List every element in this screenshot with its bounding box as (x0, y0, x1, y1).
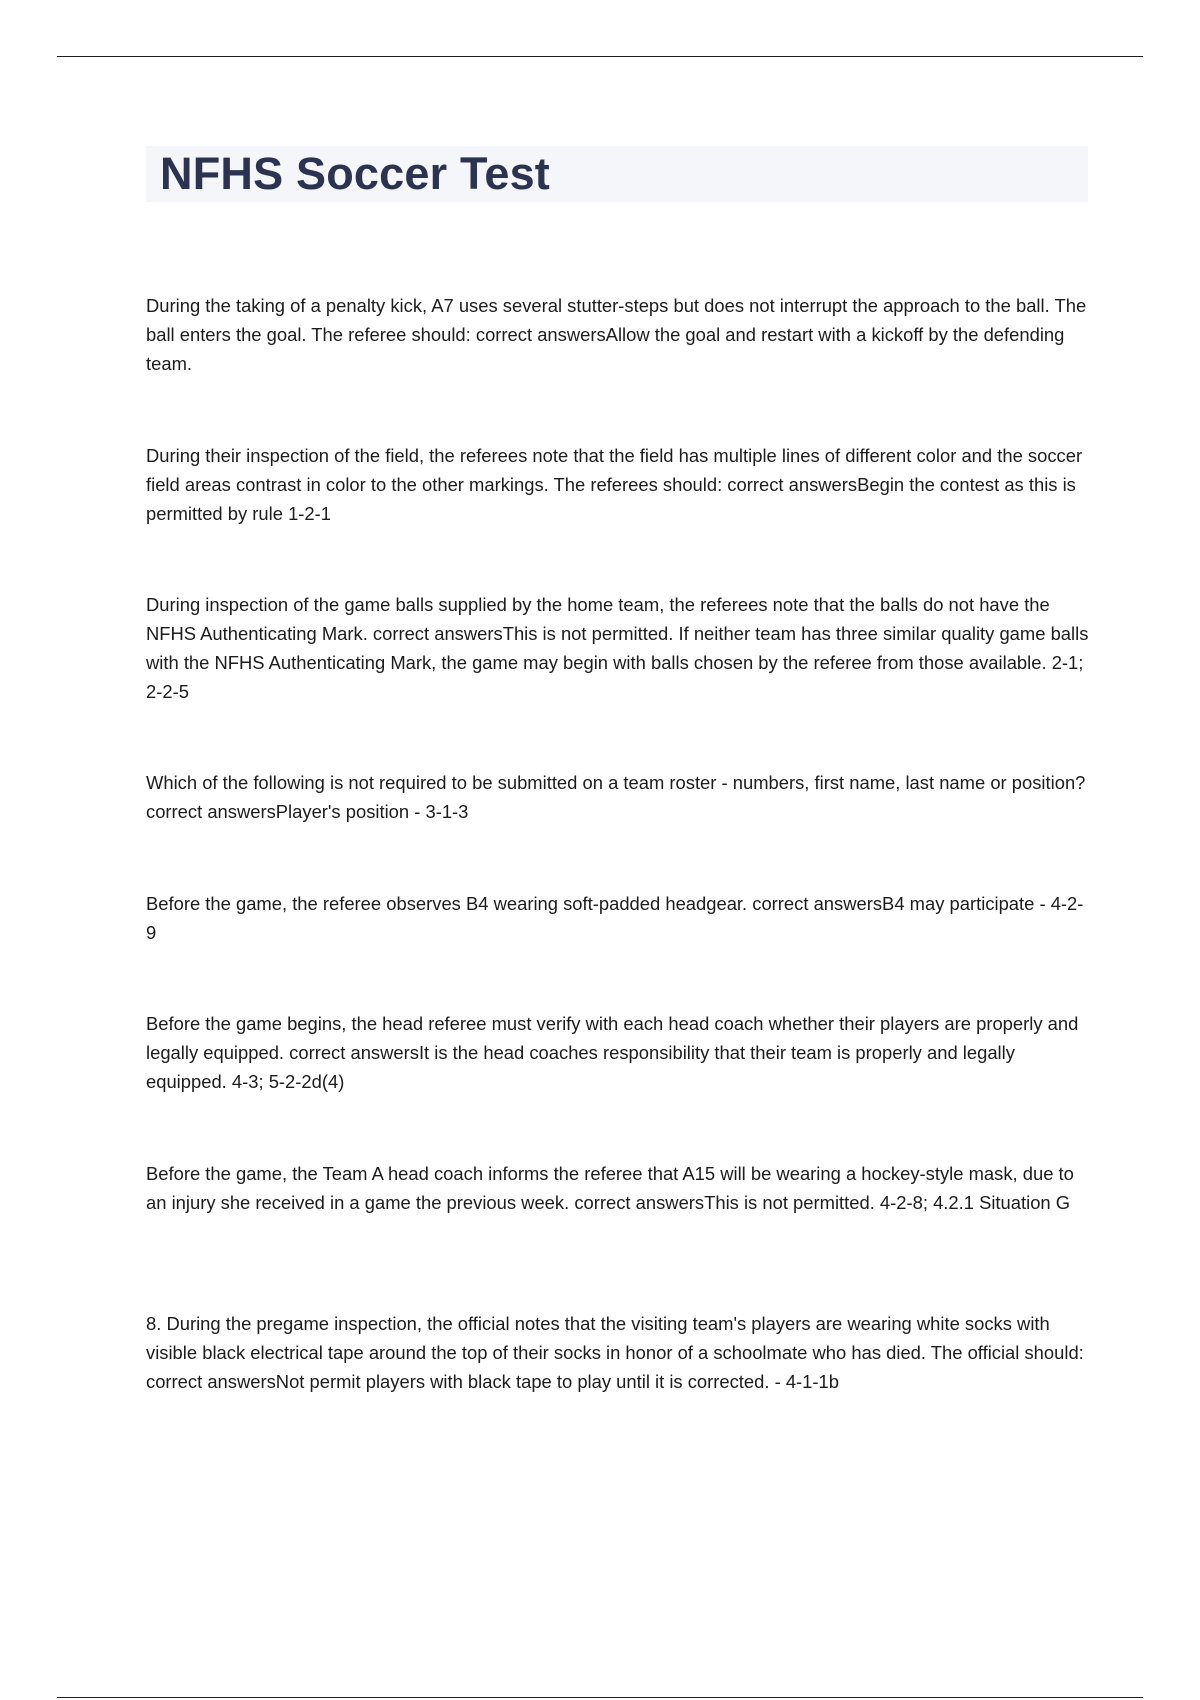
question-answer-4: Which of the following is not required to be submitted on a team roster - numbers, first name, last name or position? correct answersPlayer's position - 3-1-3 (146, 772, 1086, 822)
question-answer-7: Before the game, the Team A head coach informs the referee that A15 will be wearing a hockey-style mask, due to an injury she received in a game the previous week. correct answersThis is not permitted. 4-2-8; 4.2.1 Situation G (146, 1163, 1074, 1213)
question-answer-5: Before the game, the referee observes B4 wearing soft-padded headgear. correct answersB4 may participate - 4-2-9 (146, 893, 1084, 943)
bottom-rule (57, 1697, 1143, 1698)
question-answer-1: During the taking of a penalty kick, A7 uses several stutter-steps but does not interrupt the approach to the ball. The ball enters the goal. The referee should: correct answersAllow the goal and restart with a kickoff by the defending team. (146, 295, 1087, 374)
top-rule (57, 56, 1143, 57)
question-answer-3: During inspection of the game balls supplied by the home team, the referees note that the balls do not have the NFHS Authenticating Mark. correct answersThis is not permitted. If neither team has three similar quality game balls with the NFHS Authenticating Mark, the game may begin with balls chosen by the referee from those available. 2-1; 2-2-5 (146, 594, 1089, 702)
question-answer-6: Before the game begins, the head referee must verify with each head coach whether their players are properly and legally equipped. correct answersIt is the head coaches responsibility that their team is properly and legally equipped. 4-3; 5-2-2d(4) (146, 1013, 1079, 1092)
question-answer-8: 8. During the pregame inspection, the official notes that the visiting team's players are wearing white socks with visible black electrical tape around the top of their socks in honor of a schoolmate who has died. The official should: correct answersNot permit players with black tape to play until it is corrected. - 4-1-1b (146, 1313, 1084, 1392)
question-answer-2: During their inspection of the field, the referees note that the field has multiple lines of different color and the soccer field areas contrast in color to the other markings. The referees should: correct answersBegin the contest as this is permitted by rule 1-2-1 (146, 445, 1083, 524)
page-title: NFHS Soccer Test (160, 148, 550, 199)
title-band (146, 146, 1088, 202)
